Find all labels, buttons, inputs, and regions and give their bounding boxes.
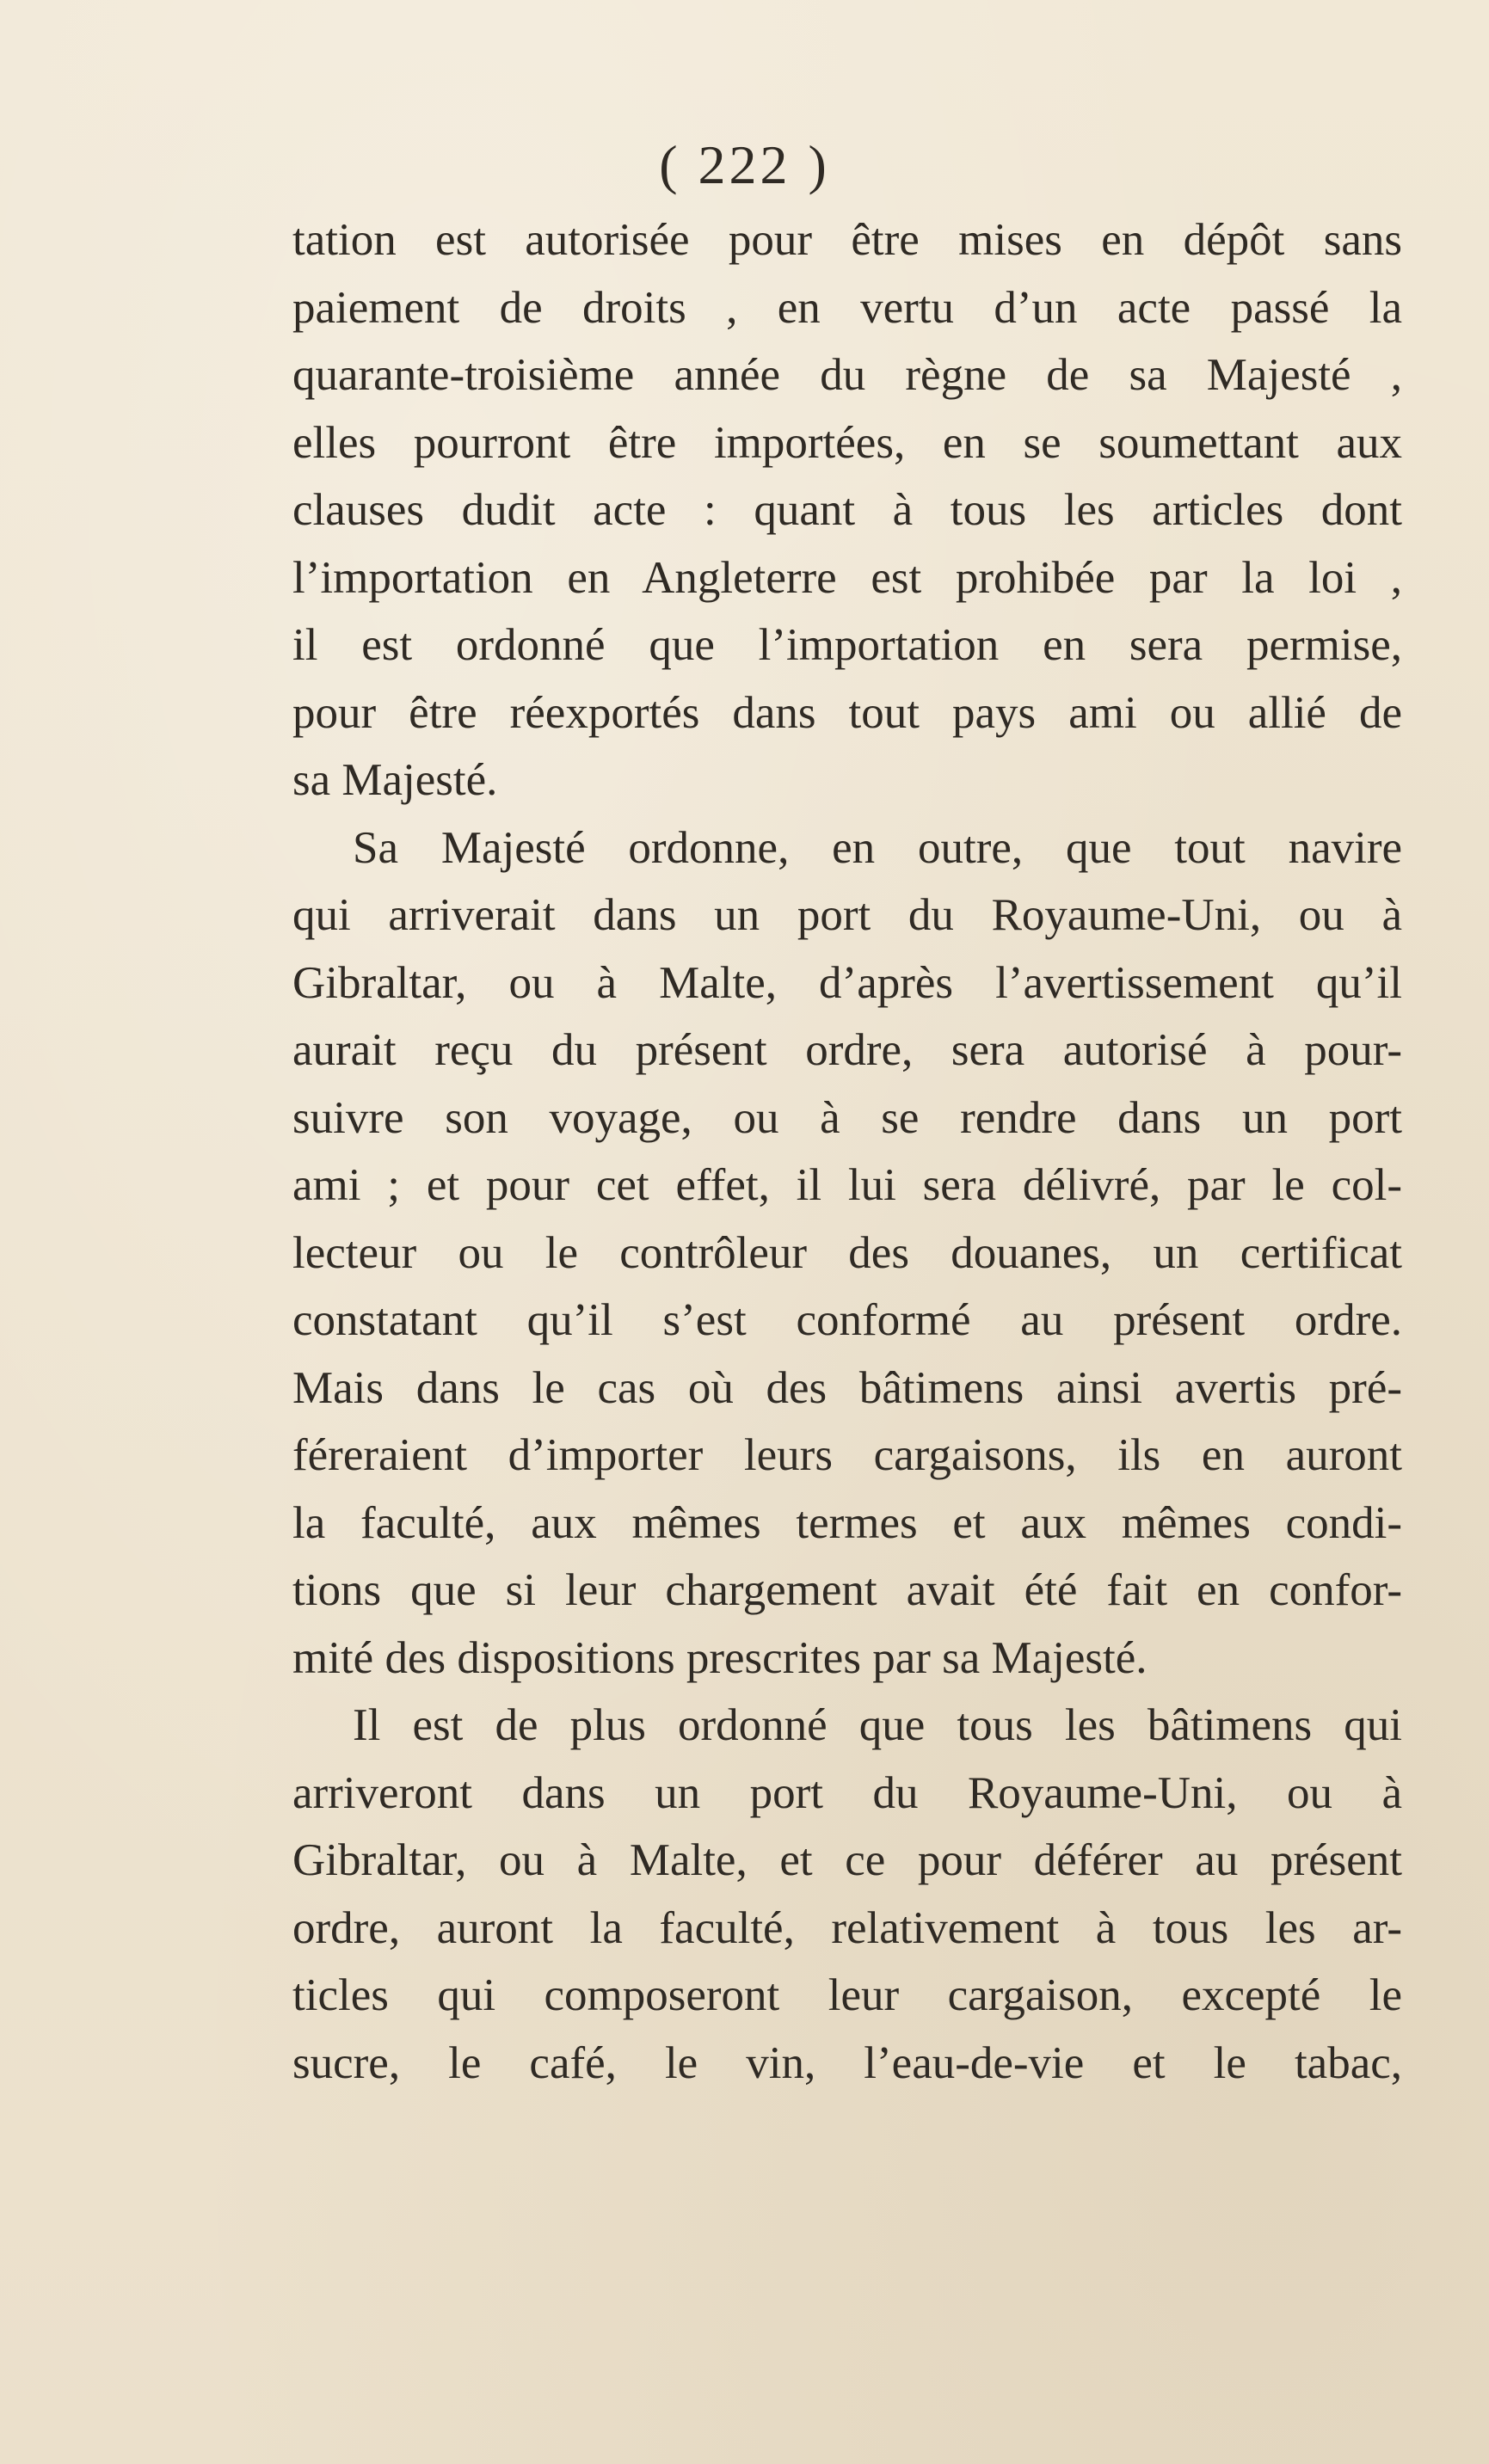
text-line: il est ordonné que l’importation en sera permise, [292,620,1402,670]
paragraph-start-line: Il est de plus ordonné que tous les bâtimens qui [353,1700,1402,1750]
paragraph-end-line: sa Majesté. [292,755,498,805]
text-line: l’importation en Angleterre est prohibée par la loi , [292,552,1402,603]
paragraph-end-line: mité des dispositions prescrites par sa Majesté. [292,1632,1148,1683]
paragraph-start-line: Sa Majesté ordonne, en outre, que tout navire [353,822,1402,873]
text-line: clauses dudit acte : quant à tous les articles dont [292,485,1402,535]
text-line: constatant qu’il s’est conformé au présent ordre. [292,1295,1402,1345]
text-line: elles pourront être importées, en se soumettant aux [292,417,1402,468]
text-line: féreraient d’importer leurs cargaisons, ils en auront [292,1430,1402,1480]
text-line: suivre son voyage, ou à se rendre dans un port [292,1092,1402,1143]
text-line: ami ; et pour cet effet, il lui sera délivré, par le col- [292,1160,1402,1210]
text-line: lecteur ou le contrôleur des douanes, un certificat [292,1227,1402,1278]
text-line: ticles qui composeront leur cargaison, excepté le [292,1970,1402,2020]
text-line: aurait reçu du présent ordre, sera autorisé à pour- [292,1025,1402,1075]
text-line: la faculté, aux mêmes termes et aux mêmes condi- [292,1497,1402,1548]
text-line: Gibraltar, ou à Malte, et ce pour déférer au présent [292,1835,1402,1885]
text-line: tation est autorisée pour être mises en dépôt sans [292,215,1402,265]
text-line: pour être réexportés dans tout pays ami ou allié de [292,687,1402,738]
text-line: sucre, le café, le vin, l’eau-de-vie et le tabac, [292,2037,1402,2088]
text-line: arriveront dans un port du Royaume-Uni, ou à [292,1767,1402,1818]
text-line: ordre, auront la faculté, relativement à tous les ar- [292,1902,1402,1953]
page-number: ( 222 ) [659,134,830,195]
body-text [292,206,1402,2097]
text-line: qui arriverait dans un port du Royaume-Uni, ou à [292,890,1402,940]
text-line: tions que si leur chargement avait été fait en confor- [292,1565,1402,1615]
text-line: quarante-troisième année du règne de sa Majesté , [292,350,1402,400]
text-line: Mais dans le cas où des bâtimens ainsi avertis pré- [292,1362,1402,1413]
text-line: paiement de droits , en vertu d’un acte passé la [292,282,1402,333]
text-line: Gibraltar, ou à Malte, d’après l’avertissement qu’il [292,957,1402,1008]
